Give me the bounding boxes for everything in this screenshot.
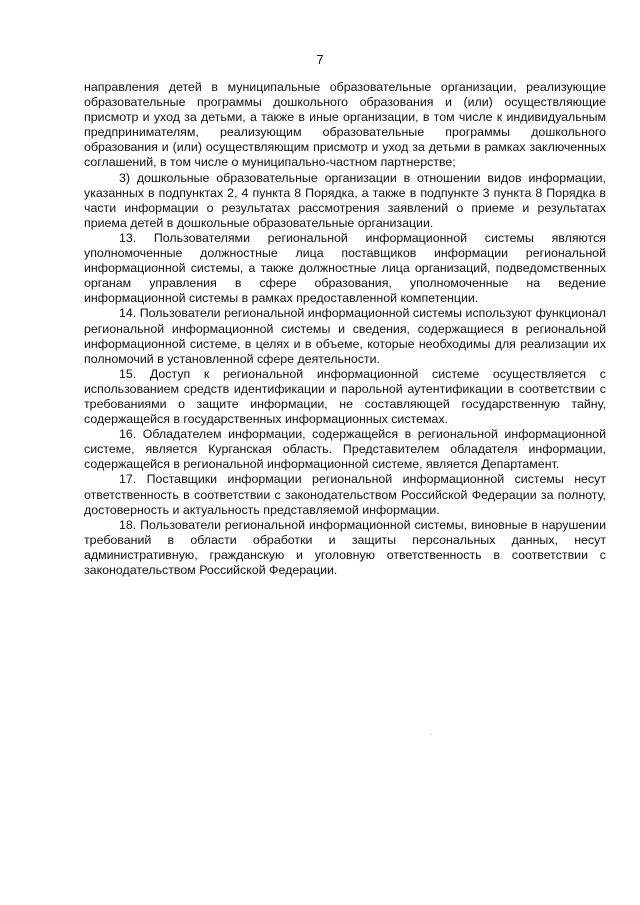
paragraph-16: 16. Обладателем информации, содержащейся в региональной информационной системе, является Курганская область. Представителем обладателя информации, содержащейся в региональной информационной системе, является Департамент.	[84, 427, 606, 472]
paragraph-15: 15. Доступ к региональной информационной системе осуществляется с использованием средств идентификации и парольной аутентификации в соответствии с требованиями о защите информации, не составляющей государственную тайну, содержащейся в государственных информационных системах.	[84, 366, 606, 427]
paragraph-item-3: 3) дошкольные образовательные организации в отношении видов информации, указанных в подпунктах 2, 4 пункта 8 Порядка, а также в подпункте 3 пункта 8 Порядка в части информации о результатах рассмотрения заявлений о приеме и результатах приема детей в дошкольные образовательные организации.	[84, 170, 606, 230]
paragraph-17: 17. Поставщики информации региональной информационной системы несут ответственность в соответствии с законодательством Российской Федерации за полноту, достоверность и актуальность представляемой информации.	[84, 472, 606, 517]
document-body	[84, 80, 606, 578]
paragraph-18: 18. Пользователи региональной информационной системы, виновные в нарушении требований в области обработки и защиты персональных данных, несут административную, гражданскую и уголовную ответственность в соответствии с законодательством Российской Федерации.	[84, 517, 606, 577]
page-number: 7	[316, 52, 324, 67]
paragraph-13: 13. Пользователями региональной информационной системы являются уполномоченные должностные лица поставщиков информации региональной информационной системы, а также должностные лица организаций, подведомственных органам управления в сфере образования, уполномоченные на ведение информационной системы в рамках предоставленной компетенции.	[84, 230, 606, 306]
scan-speck	[431, 734, 432, 735]
paragraph-continuation: направления детей в муниципальные образовательные организации, реализующие образовательные программы дошкольного образования и (или) осуществляющие присмотр и уход за детьми, а также в иные организации, в том числе к индивидуальным предпринимателям, реализующим образовательные программы дошкольного образования и (или) осуществляющим присмотр и уход за детьми в рамках заключенных соглашений, в том числе о муниципально-частном партнерстве;	[84, 80, 606, 170]
paragraph-14: 14. Пользователи региональной информационной системы используют функционал региональной информационной системы и сведения, содержащиеся в региональной информационной системе, в целях и в объеме, которые необходимы для реализации их полномочий в установленной сфере деятельности.	[84, 306, 606, 366]
